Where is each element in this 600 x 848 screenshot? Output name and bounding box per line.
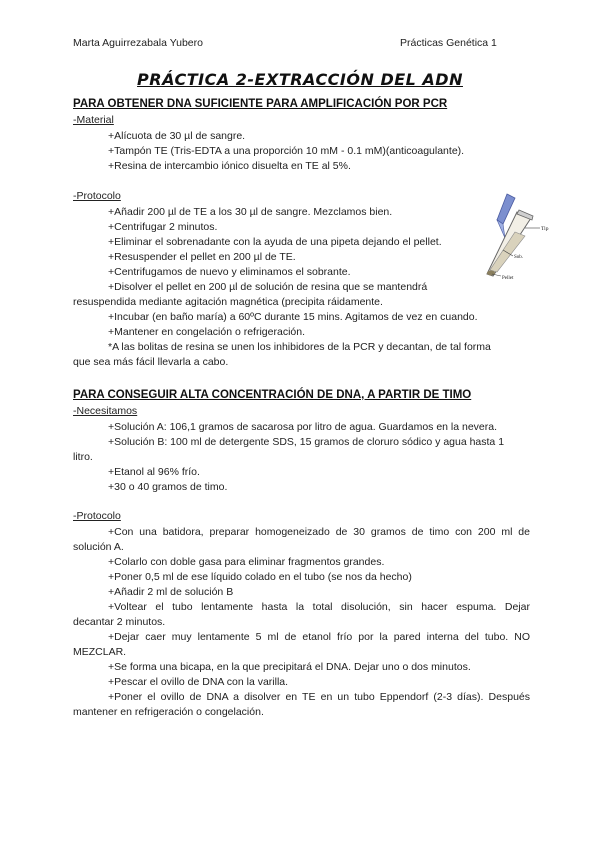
protocol1-note-cont: que sea más fácil llevarla a cabo. [73, 356, 229, 368]
protocol2-step-6-cont: MEZCLAR. [73, 646, 127, 658]
section1-heading: PARA OBTENER DNA SUFICIENTE PARA AMPLIFICACIÓN POR PCR [73, 98, 448, 110]
need-item-2-cont: litro. [73, 451, 93, 463]
need-item-4: +30 o 40 gramos de timo. [108, 481, 228, 493]
section1-material-label: -Material [73, 114, 114, 126]
protocol1-step-8: +Mantener en congelación o refrigeración. [108, 326, 305, 338]
protocol1-step-1: +Añadir 200 µl de TE a los 30 µl de sangre. Mezclamos bien. [108, 206, 393, 218]
protocol1-note: *A las bolitas de resina se unen los inhibidores de la PCR y decantan, de tal forma [108, 341, 491, 353]
need-item-3: +Etanol al 96% frío. [108, 466, 200, 478]
protocol1-step-3: +Eliminar el sobrenadante con la ayuda de una pipeta dejando el pellet. [108, 236, 442, 248]
protocol1-step-6-cont: resuspendida mediante agitación magnética (precipita ráidamente. [73, 296, 383, 308]
protocol1-step-2: +Centrifugar 2 minutos. [108, 221, 218, 233]
protocol2-step-5: +Voltear el tubo lentamente hasta la total disolución, sin hacer espuma. Dejar [108, 601, 530, 613]
protocol2-step-9: +Poner el ovillo de DNA a disolver en TE en un tubo Eppendorf (2-3 días). Después [108, 691, 530, 703]
protocol1-step-5: +Centrifugamos de nuevo y eliminamos el sobrante. [108, 266, 351, 278]
protocol2-step-8: +Pescar el ovillo de DNA con la varilla. [108, 676, 289, 688]
section2-need-label: -Necesitamos [73, 405, 138, 417]
figure-label-pellet: Pellet [502, 276, 514, 281]
protocol2-step-6: +Dejar caer muy lentamente 5 ml de etanol frío por la pared interna del tubo. NO [108, 631, 530, 643]
figure-label-sob: Sob. [514, 255, 524, 260]
protocol2-step-3: +Poner 0,5 ml de ese líquido colado en el tubo (se nos da hecho) [108, 571, 412, 583]
figure-label-tip: Tip [541, 226, 549, 232]
page-title: PRÁCTICA 2-EXTRACCIÓN DEL ADN [137, 70, 463, 89]
header-course: Prácticas Genética 1 [400, 37, 497, 49]
protocol2-step-7: +Se forma una bicapa, en la que precipitará el DNA. Dejar uno o dos minutos. [108, 661, 471, 673]
tube-icon [487, 210, 533, 276]
protocol1-step-4: +Resuspender el pellet en 200 µl de TE. [108, 251, 296, 263]
need-item-1: +Solución A: 106,1 gramos de sacarosa por litro de agua. Guardamos en la nevera. [108, 421, 498, 433]
protocol2-step-1: +Con una batidora, preparar homogeneizado de 30 gramos de timo con 200 ml de [108, 526, 530, 538]
protocol2-step-4: +Añadir 2 ml de solución B [108, 586, 234, 598]
protocol2-step-1-cont: solución A. [73, 541, 124, 553]
protocol1-step-7: +Incubar (en baño maría) a 60ºC durante 15 mins. Agitamos de vez en cuando. [108, 311, 478, 323]
section2-heading: PARA CONSEGUIR ALTA CONCENTRACIÓN DE DNA, A PARTIR DE TIMO [73, 389, 472, 401]
material-item-1: +Alícuota de 30 µl de sangre. [108, 130, 246, 142]
protocol1-step-6: +Disolver el pellet en 200 µl de solución de resina que se mantendrá [108, 281, 428, 293]
need-item-2: +Solución B: 100 ml de detergente SDS, 15 gramos de cloruro sódico y agua hasta 1 [108, 436, 505, 448]
protocol2-step-2: +Colarlo con doble gasa para eliminar fragmentos grandes. [108, 556, 385, 568]
protocol2-step-9-cont: mantener en refrigeración o congelación. [73, 706, 264, 718]
section2-protocol-label: -Protocolo [73, 510, 121, 522]
section1-protocol-label: -Protocolo [73, 190, 121, 202]
header-author: Marta Aguirrezabala Yubero [73, 37, 203, 49]
centrifuge-tube-figure [477, 190, 553, 282]
material-item-2: +Tampón TE (Tris-EDTA a una proporción 10 mM - 0.1 mM)(anticoagulante). [108, 145, 465, 157]
material-item-3: +Resina de intercambio iónico disuelta en TE al 5%. [108, 160, 351, 172]
protocol2-step-5-cont: decantar 2 minutos. [73, 616, 166, 628]
